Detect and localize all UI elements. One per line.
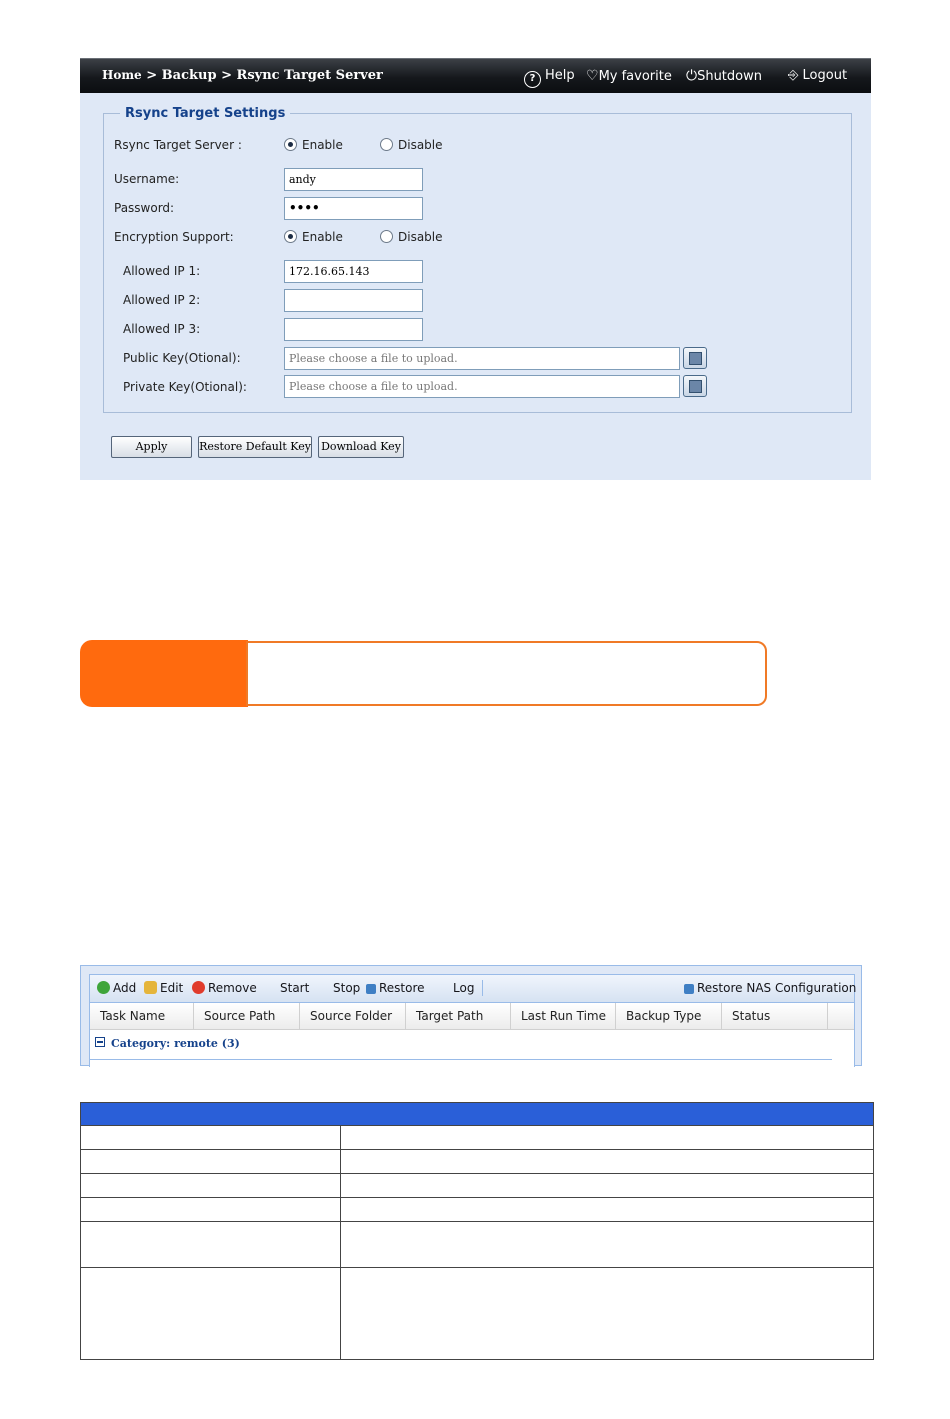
rsync-target-server-label: Rsync Target Server : (114, 138, 242, 152)
backup-toolbar (90, 975, 857, 1003)
breadcrumb-home[interactable]: Home (102, 68, 142, 82)
encryption-enable-radio[interactable] (284, 230, 343, 244)
edit-icon (144, 981, 157, 994)
table-cell (341, 1150, 874, 1174)
radio-label: Enable (302, 138, 343, 152)
remove-icon (192, 981, 205, 994)
password-input[interactable]: •••• (284, 197, 423, 220)
table-cell (341, 1222, 874, 1268)
restore-button[interactable] (366, 981, 425, 995)
add-label: Add (113, 981, 137, 995)
column-header[interactable]: Task Name (90, 1003, 194, 1029)
help-icon: ? (524, 71, 541, 88)
column-header[interactable]: Source Path (194, 1003, 300, 1029)
restore-icon (366, 984, 376, 994)
settings-legend: Rsync Target Settings (125, 106, 286, 121)
table-cell (81, 1198, 341, 1222)
table-cell (341, 1126, 874, 1150)
help-link[interactable] (524, 68, 575, 88)
allowed-ip-3-label: Allowed IP 3: (123, 322, 201, 336)
favorite-label: My favorite (598, 69, 672, 84)
server-disable-radio[interactable] (380, 138, 443, 152)
encryption-support-label: Encryption Support: (114, 230, 234, 244)
category-divider (90, 1059, 832, 1060)
add-icon (97, 981, 110, 994)
username-label: Username: (114, 172, 180, 186)
breadcrumb-backup[interactable]: Backup (161, 68, 217, 83)
allowed-ip-2-input[interactable] (284, 289, 423, 312)
add-button[interactable] (97, 981, 136, 995)
table-cell (81, 1150, 341, 1174)
logout-label: Logout (802, 68, 848, 83)
column-header[interactable]: Target Path (406, 1003, 511, 1029)
column-header[interactable]: Last Run Time (511, 1003, 616, 1029)
public-key-browse-button[interactable] (683, 347, 707, 369)
breadcrumb-current-page: Rsync Target Server (236, 68, 383, 83)
description-table (80, 1102, 874, 1360)
encryption-disable-radio[interactable] (380, 230, 443, 244)
private-key-browse-button[interactable] (683, 375, 707, 397)
apply-button[interactable]: Apply (111, 436, 192, 458)
table-cell (81, 1222, 341, 1268)
restore-default-key-button[interactable]: Restore Default Key (198, 436, 312, 458)
server-enable-radio[interactable] (284, 138, 343, 152)
restore-nas-configuration-button[interactable] (684, 981, 856, 995)
breadcrumb-separator: > (146, 68, 158, 83)
table-row (81, 1198, 874, 1222)
restore-label: Restore (379, 981, 425, 995)
allowed-ip-1-label: Allowed IP 1: (123, 264, 201, 278)
toolbar-separator (482, 980, 483, 996)
table-row (81, 1268, 874, 1360)
allowed-ip-3-input[interactable] (284, 318, 423, 341)
private-key-label: Private Key(Otional): (123, 380, 247, 394)
help-label: Help (545, 68, 575, 83)
collapse-icon[interactable] (95, 1037, 105, 1047)
category-group-row[interactable] (95, 1037, 240, 1050)
table-cell (81, 1174, 341, 1198)
table-row (81, 1126, 874, 1150)
top-navigation-bar (80, 58, 871, 93)
table-header-row (81, 1103, 874, 1126)
radio-unselected-icon (380, 138, 393, 151)
edit-label: Edit (160, 981, 184, 995)
logout-link[interactable] (788, 68, 847, 83)
private-key-file-input[interactable]: Please choose a file to upload. (284, 375, 680, 398)
radio-label: Enable (302, 230, 343, 244)
breadcrumb-separator: > (221, 68, 232, 83)
category-label: Category: remote (3) (111, 1037, 240, 1050)
column-header[interactable]: Source Folder (300, 1003, 406, 1029)
note-tab (80, 640, 248, 707)
my-favorite-link[interactable] (586, 68, 672, 84)
logout-icon: ⎆ (788, 68, 799, 83)
backup-task-grid (89, 974, 855, 1067)
remove-label: Remove (208, 981, 257, 995)
note-box (246, 641, 767, 706)
remove-button[interactable] (192, 981, 257, 995)
table-cell (81, 1126, 341, 1150)
start-label: Start (280, 981, 310, 995)
allowed-ip-2-label: Allowed IP 2: (123, 293, 201, 307)
radio-label: Disable (398, 138, 443, 152)
public-key-label: Public Key(Otional): (123, 351, 241, 365)
radio-selected-icon (284, 138, 297, 151)
table-cell (341, 1198, 874, 1222)
log-label: Log (453, 981, 475, 995)
restore-nas-label: Restore NAS Configuration (697, 981, 857, 995)
log-button[interactable] (453, 981, 474, 995)
table-header-cell (81, 1103, 874, 1126)
column-header[interactable]: Status (722, 1003, 828, 1029)
backup-task-panel (80, 965, 862, 1066)
rsync-target-panel (80, 58, 871, 480)
shutdown-label: Shutdown (697, 69, 762, 84)
radio-label: Disable (398, 230, 443, 244)
stop-button[interactable] (333, 981, 360, 995)
table-cell (341, 1174, 874, 1198)
username-input[interactable]: andy (284, 168, 423, 191)
breadcrumb (102, 68, 383, 83)
download-key-button[interactable]: Download Key (318, 436, 404, 458)
table-row (81, 1150, 874, 1174)
start-button[interactable] (280, 981, 309, 995)
shutdown-link[interactable] (686, 68, 762, 84)
edit-button[interactable] (144, 981, 183, 995)
table-row (81, 1222, 874, 1268)
password-label: Password: (114, 201, 175, 215)
stop-label: Stop (333, 981, 361, 995)
restore-icon (684, 984, 694, 994)
power-icon: ⏻ (686, 68, 698, 84)
table-cell (81, 1268, 341, 1360)
radio-selected-icon (284, 230, 297, 243)
public-key-file-input[interactable]: Please choose a file to upload. (284, 347, 680, 370)
column-header[interactable]: Backup Type (616, 1003, 722, 1029)
allowed-ip-1-input[interactable]: 172.16.65.143 (284, 260, 423, 283)
grid-header (90, 1003, 854, 1030)
table-cell (341, 1268, 874, 1360)
radio-unselected-icon (380, 230, 393, 243)
table-row (81, 1174, 874, 1198)
heart-icon: ♡ (586, 68, 599, 84)
